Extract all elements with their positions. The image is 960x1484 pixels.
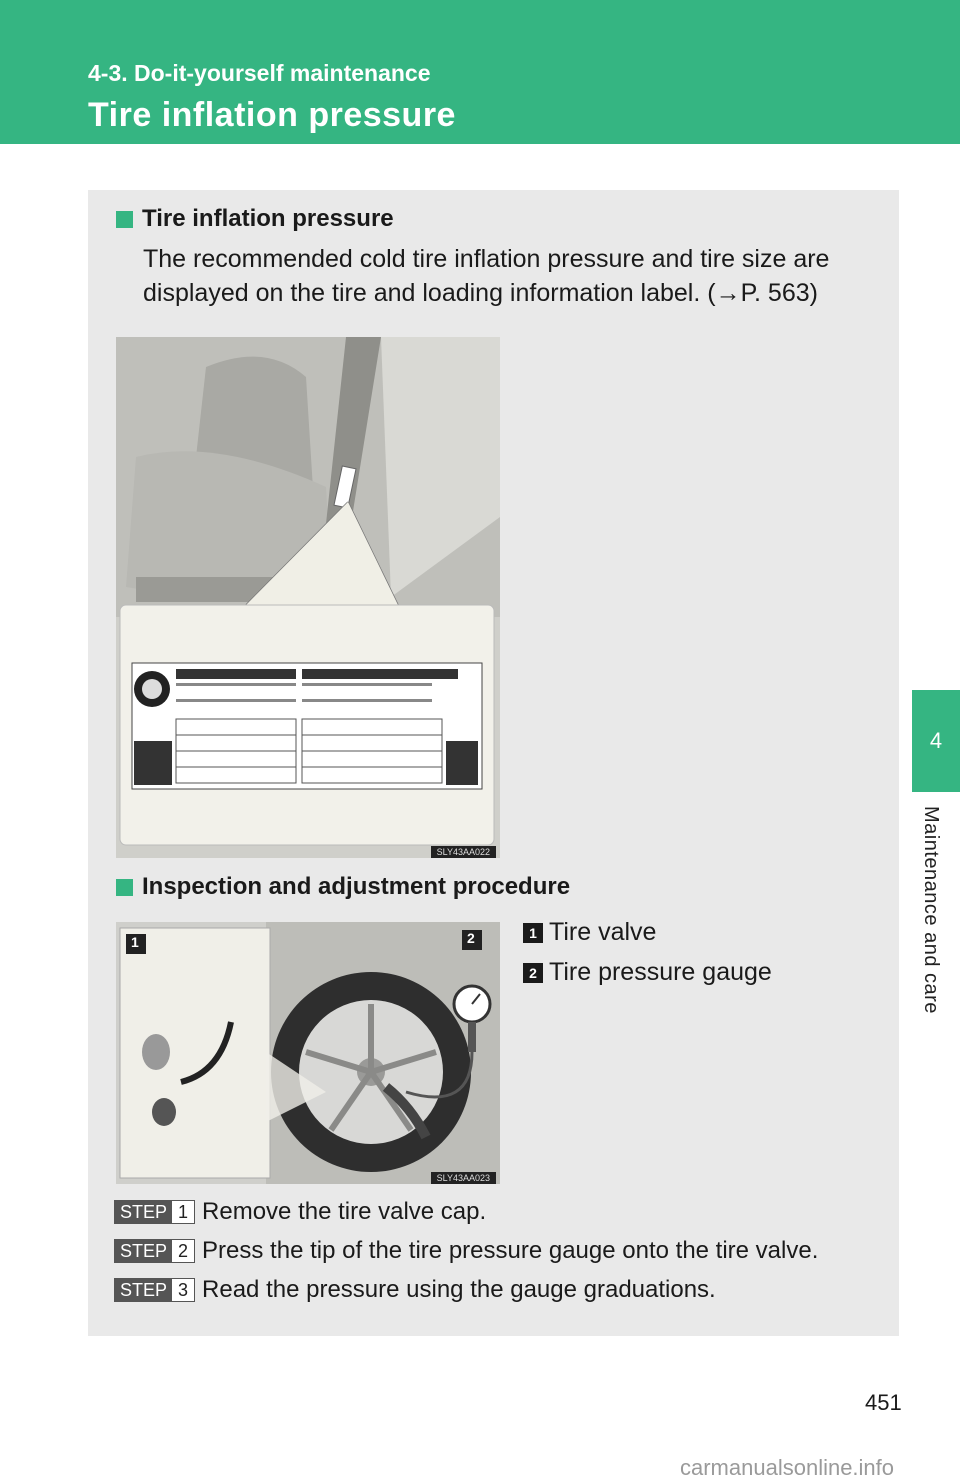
section-heading-tire-pressure (116, 205, 394, 233)
figure-code: SLY43AA023 (431, 1172, 496, 1184)
wheel-gauge-illustration (116, 922, 500, 1184)
car-interior-illustration (116, 337, 500, 858)
step-number: 2 (172, 1240, 194, 1262)
legend-item-pressure-gauge (523, 958, 772, 987)
step-1 (114, 1198, 486, 1226)
page-title: Tire inflation pressure (88, 96, 456, 134)
chapter-label: Maintenance and care (920, 806, 942, 1014)
step-word: STEP (115, 1279, 172, 1301)
step-word: STEP (115, 1201, 172, 1223)
step-badge (114, 1239, 195, 1263)
callout-2: 2 (467, 930, 475, 946)
legend-text: Tire valve (549, 918, 657, 946)
chapter-tab[interactable] (912, 690, 960, 792)
legend-number: 1 (523, 923, 543, 943)
legend-text: Tire pressure gauge (549, 958, 772, 986)
legend-item-tire-valve (523, 918, 656, 947)
tire-label-figure (116, 337, 500, 858)
heading-text: Inspection and adjustment procedure (142, 873, 571, 900)
tire-pressure-paragraph: The recommended cold tire inflation pressure and tire size are displayed on the tire and loading information label. (→P. 563) (143, 245, 830, 307)
inspection-figure (116, 922, 500, 1184)
figure-code: SLY43AA022 (431, 846, 496, 858)
page-header (0, 0, 960, 144)
section-label: 4-3. Do-it-yourself maintenance (88, 60, 431, 86)
step-badge (114, 1278, 195, 1302)
legend-number: 2 (523, 963, 543, 983)
step-number: 3 (172, 1279, 194, 1301)
step-text: Remove the tire valve cap. (202, 1198, 487, 1225)
chapter-number: 4 (929, 728, 943, 753)
step-2 (114, 1237, 818, 1265)
step-word: STEP (115, 1240, 172, 1262)
heading-text: Tire inflation pressure (142, 205, 394, 232)
bullet-square-icon (116, 211, 133, 228)
watermark: carmanualsonline.info (680, 1455, 895, 1480)
page-number: 451 (865, 1390, 902, 1415)
step-text: Read the pressure using the gauge graduations. (202, 1276, 716, 1303)
bullet-square-icon (116, 879, 133, 896)
callout-1: 1 (131, 934, 139, 950)
step-number: 1 (172, 1201, 194, 1223)
step-3 (114, 1276, 716, 1304)
step-badge (114, 1200, 195, 1224)
section-heading-inspection (116, 873, 570, 901)
step-text: Press the tip of the tire pressure gauge onto the tire valve. (202, 1237, 819, 1264)
